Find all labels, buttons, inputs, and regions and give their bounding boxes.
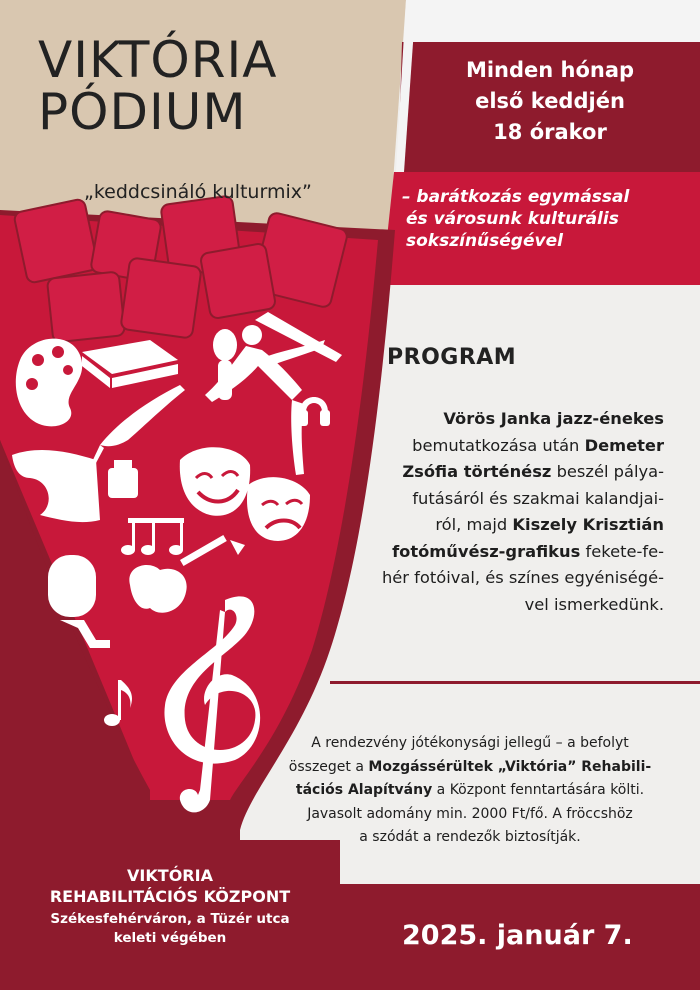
schedule-line-3: 18 órakor — [493, 120, 607, 144]
title-line-1: VIKTÓRIA — [38, 31, 278, 89]
tagline-line-1: – barátkozás egymással — [402, 187, 630, 207]
performer-2a: Demeter — [584, 435, 664, 455]
venue-name-2: REHABILITÁCIÓS KÖZPONT — [49, 887, 291, 906]
venue-address-2: keleti végében — [113, 930, 227, 946]
charity-notice: A rendezvény jótékonysági jellegű – a befolyt összeget a Mozgássérültek „Viktória” Rehabili- tációs Alapítvány a Központ fenntartására költi. Javasolt adomány min. 2000 Ft/fő. A fröccshöz a szódát a rendezők biztosítják. — [288, 735, 652, 845]
tagline-line-3: sokszínűségével — [406, 231, 563, 251]
program-heading: PROGRAM — [387, 345, 517, 370]
schedule-text — [415, 55, 685, 148]
venue-address-1: Székesfehérváron, a Tüzér utca — [50, 911, 290, 927]
performer-2b: Zsófia történész — [402, 462, 552, 481]
poster-title — [38, 31, 398, 141]
foundation-name-a: Mozgássérültek „Viktória” Rehabili- — [368, 758, 652, 775]
title-line-2: PÓDIUM — [38, 83, 247, 141]
performer-1: Vörös Janka jazz-énekes — [443, 409, 664, 428]
program-description: Vörös Janka jazz-énekes bemutatkozása után Demeter Zsófia történész beszél pálya- futásáról és szakmai kalandjai- ról, majd Kiszely Krisztián fotóművész-grafikus fekete-fe- hér fotóival, és színes egyéniségé- vel ismerkedünk. — [381, 409, 664, 614]
tagline-text — [402, 186, 692, 252]
schedule-line-2: első keddjén — [475, 89, 625, 113]
poster-subtitle: „keddcsináló kulturmix” — [84, 181, 312, 203]
event-date: 2025. január 7. — [402, 920, 633, 951]
venue-info — [0, 865, 340, 948]
performer-3b: fotóművész-grafikus — [392, 541, 581, 561]
schedule-line-1: Minden hónap — [465, 58, 635, 82]
foundation-name-b: tációs Alapítvány — [295, 782, 433, 798]
venue-name-1: VIKTÓRIA — [127, 866, 213, 885]
performer-3a: Kiszely Krisztián — [512, 515, 664, 534]
tagline-line-2: és városunk kulturális — [406, 209, 619, 229]
